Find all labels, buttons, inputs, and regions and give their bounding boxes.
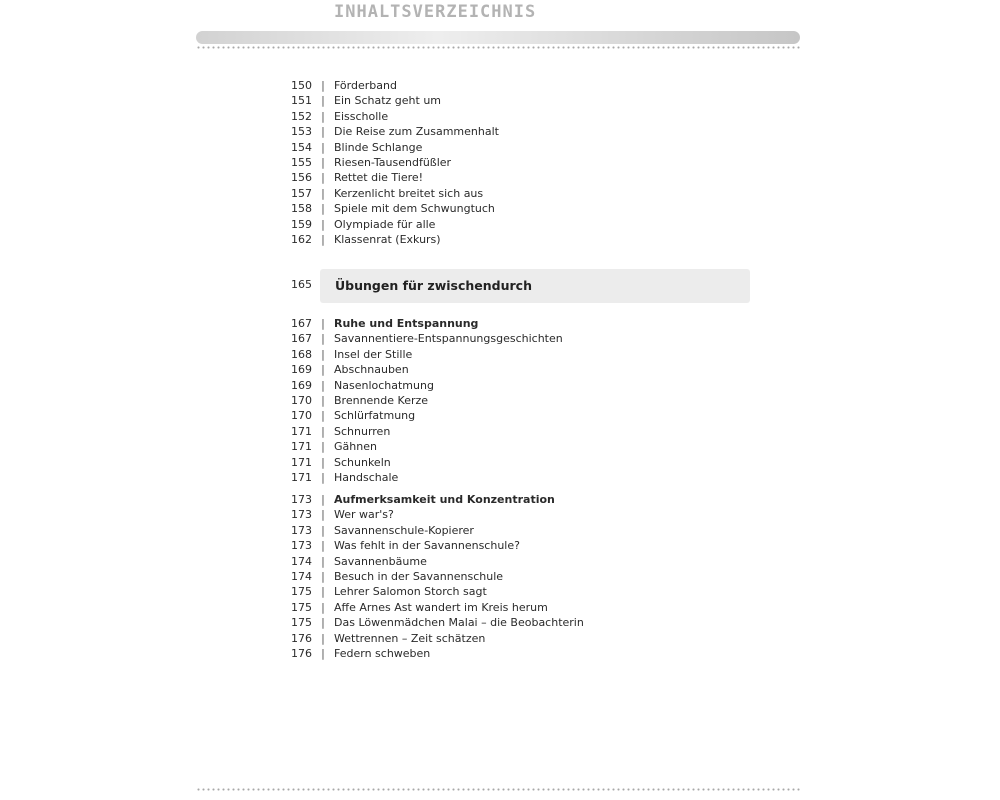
toc-entry-row <box>0 217 1000 232</box>
toc-separator: | <box>321 140 325 154</box>
toc-entry-title: Schlürfatmung <box>334 409 416 423</box>
toc-separator: | <box>321 631 325 645</box>
toc-entry-title: Brennende Kerze <box>334 393 429 407</box>
toc-entry-row <box>0 362 1000 377</box>
toc-list-games <box>0 78 1000 247</box>
toc-page-number: 176 <box>291 631 312 645</box>
toc-separator: | <box>321 155 325 169</box>
toc-page-number: 171 <box>291 440 312 454</box>
toc-separator: | <box>321 440 325 454</box>
toc-entry-title: Das Löwenmädchen Malai – die Beobachterin <box>334 616 584 630</box>
toc-page-number: 167 <box>291 317 312 330</box>
toc-separator: | <box>321 424 325 438</box>
toc-separator: | <box>321 539 325 553</box>
toc-page-number: 173 <box>291 523 312 537</box>
toc-entry-title: Schnurren <box>334 424 391 438</box>
toc-entry-title: Ruhe und Entspannung <box>334 317 479 330</box>
toc-page-number: 173 <box>291 539 312 553</box>
toc-entry-row <box>0 408 1000 423</box>
toc-entry-title: Olympiade für alle <box>334 217 436 231</box>
toc-entry-title: Lehrer Salomon Storch sagt <box>334 585 487 599</box>
toc-page-number: 162 <box>291 232 312 246</box>
toc-page-number: 170 <box>291 409 312 423</box>
toc-page-number: 173 <box>291 493 312 506</box>
toc-entry-row <box>0 455 1000 470</box>
toc-entry-title: Ein Schatz geht um <box>334 94 442 108</box>
toc-separator: | <box>321 171 325 185</box>
toc-entry-row <box>0 124 1000 139</box>
toc-page-number: 174 <box>291 569 312 583</box>
toc-separator: | <box>321 317 325 330</box>
toc-page-number: 173 <box>291 508 312 522</box>
toc-separator: | <box>321 554 325 568</box>
toc-entry-row <box>0 170 1000 185</box>
toc-entry-title: Was fehlt in der Savannenschule? <box>334 539 520 553</box>
toc-entry-row <box>0 201 1000 216</box>
toc-list-relaxation <box>0 316 1000 485</box>
toc-entry-title: Aufmerksamkeit und Konzentration <box>334 493 555 506</box>
toc-entry-row <box>0 232 1000 247</box>
toc-separator: | <box>321 585 325 599</box>
toc-entry-row <box>0 331 1000 346</box>
toc-page-number: 167 <box>291 332 312 346</box>
toc-separator: | <box>321 600 325 614</box>
toc-entry-row <box>0 569 1000 584</box>
toc-entry-row <box>0 631 1000 646</box>
toc-entry-title: Wer war's? <box>334 508 394 522</box>
toc-page-number: 168 <box>291 347 312 361</box>
section-heading-title: Übungen für zwischendurch <box>335 278 532 293</box>
toc-entry-row <box>0 78 1000 93</box>
section-page-number: 165 <box>291 278 312 291</box>
toc-entry-row <box>0 424 1000 439</box>
toc-separator: | <box>321 493 325 506</box>
toc-separator: | <box>321 455 325 469</box>
toc-page-number: 170 <box>291 393 312 407</box>
toc-page-number: 159 <box>291 217 312 231</box>
toc-separator: | <box>321 508 325 522</box>
toc-page-number: 155 <box>291 155 312 169</box>
toc-separator: | <box>321 393 325 407</box>
toc-separator: | <box>321 79 325 92</box>
toc-subheading-row <box>0 316 1000 331</box>
toc-separator: | <box>321 202 325 216</box>
toc-page-number: 174 <box>291 554 312 568</box>
toc-entry-row <box>0 347 1000 362</box>
toc-page-number: 157 <box>291 186 312 200</box>
toc-entry-row <box>0 186 1000 201</box>
toc-entry-row <box>0 439 1000 454</box>
toc-entry-title: Abschnauben <box>334 363 409 377</box>
toc-entry-row <box>0 554 1000 569</box>
toc-page-number: 158 <box>291 202 312 216</box>
page-header-title: INHALTSVERZEICHNIS <box>334 2 537 22</box>
top-dotted-divider <box>196 46 800 49</box>
toc-entry-title: Klassenrat (Exkurs) <box>334 232 441 246</box>
toc-page-number: 169 <box>291 363 312 377</box>
toc-entry-row <box>0 109 1000 124</box>
toc-page-number: 171 <box>291 455 312 469</box>
toc-page-number: 169 <box>291 378 312 392</box>
toc-entry-row <box>0 538 1000 553</box>
toc-page-number: 153 <box>291 125 312 139</box>
toc-separator: | <box>321 94 325 108</box>
toc-entry-row <box>0 646 1000 661</box>
toc-separator: | <box>321 109 325 123</box>
toc-entry-title: Nasenlochatmung <box>334 378 434 392</box>
toc-entry-title: Blinde Schlange <box>334 140 423 154</box>
toc-entry-title: Savannenschule-Kopierer <box>334 523 474 537</box>
toc-entry-title: Insel der Stille <box>334 347 413 361</box>
toc-separator: | <box>321 332 325 346</box>
toc-separator: | <box>321 232 325 246</box>
toc-page-number: 150 <box>291 79 312 92</box>
toc-page-number: 152 <box>291 109 312 123</box>
toc-entry-row <box>0 584 1000 599</box>
toc-separator: | <box>321 616 325 630</box>
bottom-dotted-divider <box>196 788 800 791</box>
toc-subheading-row <box>0 492 1000 507</box>
toc-entry-row <box>0 155 1000 170</box>
toc-list-concentration <box>0 492 1000 661</box>
toc-entry-row <box>0 523 1000 538</box>
toc-separator: | <box>321 347 325 361</box>
toc-entry-title: Gähnen <box>334 440 377 454</box>
toc-entry-title: Besuch in der Savannenschule <box>334 569 504 583</box>
toc-separator: | <box>321 363 325 377</box>
toc-entry-row <box>0 378 1000 393</box>
toc-entry-row <box>0 507 1000 522</box>
toc-entry-title: Die Reise zum Zusammenhalt <box>334 125 499 139</box>
toc-separator: | <box>321 125 325 139</box>
toc-entry-title: Riesen-Tausendfüßler <box>334 155 452 169</box>
toc-page-number: 156 <box>291 171 312 185</box>
toc-page-number: 154 <box>291 140 312 154</box>
toc-separator: | <box>321 378 325 392</box>
toc-page-number: 151 <box>291 94 312 108</box>
toc-page-number: 175 <box>291 616 312 630</box>
toc-entry-row <box>0 93 1000 108</box>
toc-page-number: 175 <box>291 600 312 614</box>
toc-entry-title: Wettrennen – Zeit schätzen <box>334 631 486 645</box>
toc-separator: | <box>321 409 325 423</box>
toc-entry-row <box>0 470 1000 485</box>
header-decorative-band <box>196 31 800 44</box>
toc-entry-row <box>0 140 1000 155</box>
toc-separator: | <box>321 646 325 660</box>
toc-entry-title: Eisscholle <box>334 109 389 123</box>
toc-entry-title: Kerzenlicht breitet sich aus <box>334 186 484 200</box>
toc-entry-title: Schunkeln <box>334 455 391 469</box>
toc-entry-title: Förderband <box>334 79 397 92</box>
toc-entry-title: Spiele mit dem Schwungtuch <box>334 202 495 216</box>
section-heading-bar <box>320 269 750 303</box>
toc-entry-title: Rettet die Tiere! <box>334 171 424 185</box>
toc-entry-title: Savannenbäume <box>334 554 427 568</box>
toc-entry-title: Affe Arnes Ast wandert im Kreis herum <box>334 600 548 614</box>
toc-entry-row <box>0 600 1000 615</box>
toc-entry-row <box>0 615 1000 630</box>
toc-entry-title: Federn schweben <box>334 646 431 660</box>
toc-page-number: 171 <box>291 470 312 484</box>
toc-separator: | <box>321 186 325 200</box>
toc-separator: | <box>321 470 325 484</box>
toc-separator: | <box>321 217 325 231</box>
toc-page-number: 171 <box>291 424 312 438</box>
toc-entry-title: Handschale <box>334 470 399 484</box>
toc-separator: | <box>321 523 325 537</box>
toc-page-number: 176 <box>291 646 312 660</box>
toc-separator: | <box>321 569 325 583</box>
toc-entry-row <box>0 393 1000 408</box>
toc-page-number: 175 <box>291 585 312 599</box>
toc-entry-title: Savannentiere-Entspannungsgeschichten <box>334 332 563 346</box>
